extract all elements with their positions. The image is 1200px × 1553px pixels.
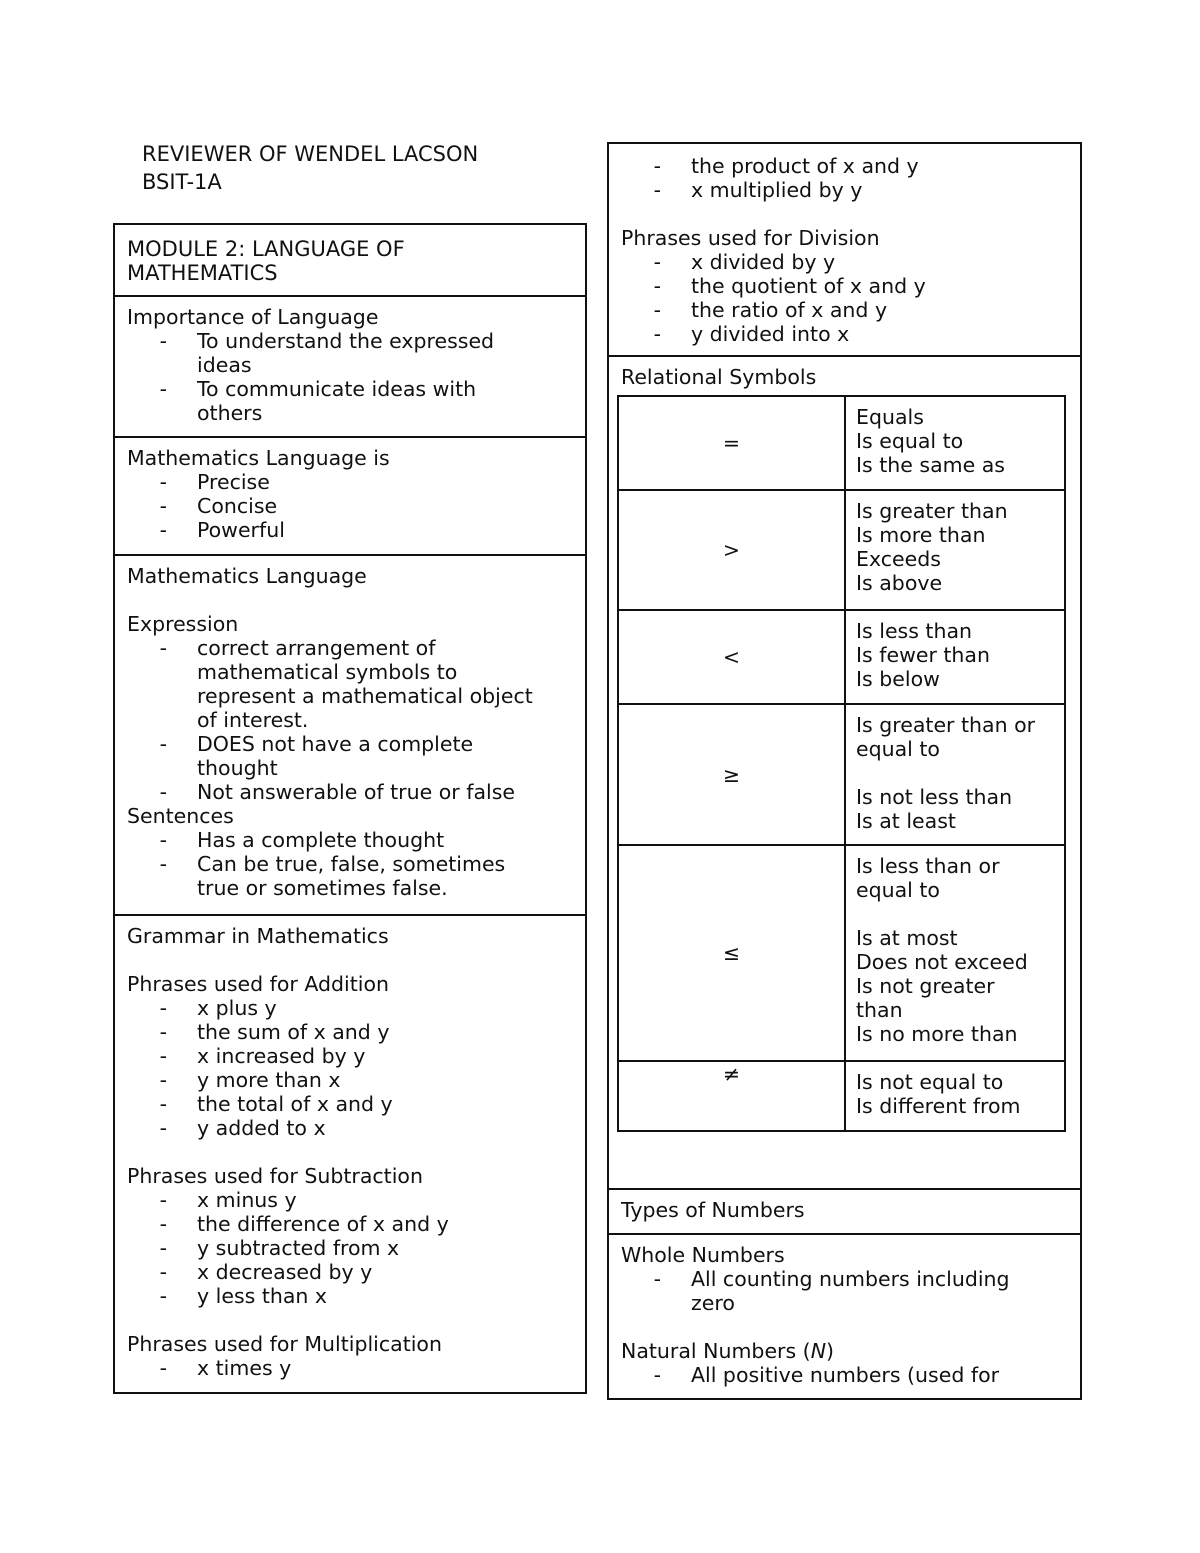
list-item-text xyxy=(197,518,573,542)
list-item-line: the ratio of x and y xyxy=(691,298,888,322)
list-item-line: of interest. xyxy=(197,708,309,732)
list-item-line: x multiplied by y xyxy=(691,178,863,202)
list-item xyxy=(127,636,573,732)
list-item-line: All positive numbers (used for xyxy=(691,1363,1000,1387)
list-item xyxy=(127,329,573,377)
list-item-line: DOES not have a complete xyxy=(197,732,474,756)
bullet-list xyxy=(127,329,573,425)
meaning-line: Is at least xyxy=(856,809,956,833)
list-item-line: correct arrangement of xyxy=(197,636,436,660)
list-item-text xyxy=(197,1236,573,1260)
bullet-dash: - xyxy=(159,828,167,852)
bullet-dash: - xyxy=(159,1212,167,1236)
subheading: Phrases used for Multiplication xyxy=(127,1332,442,1356)
meaning-line: Is at most xyxy=(856,926,958,950)
list-item xyxy=(621,250,1068,274)
list-item-line: ideas xyxy=(197,353,252,377)
list-item-text xyxy=(691,1267,1068,1315)
right-column-box xyxy=(607,142,1082,1400)
bullet-dash: - xyxy=(159,329,167,353)
table-row xyxy=(618,704,1065,845)
list-item-line: x increased by y xyxy=(197,1044,366,1068)
header-title: REVIEWER OF WENDEL LACSON xyxy=(142,142,479,166)
list-item-text xyxy=(691,1363,1068,1387)
table-row xyxy=(618,490,1065,610)
section-heading: Relational Symbols xyxy=(621,365,817,389)
list-item-line: x times y xyxy=(197,1356,292,1380)
bullet-dash: - xyxy=(653,154,661,178)
list-item-line: y divided into x xyxy=(691,322,850,346)
subheading: Whole Numbers xyxy=(621,1243,785,1267)
meaning-line: Is not equal to xyxy=(856,1070,1004,1094)
bullet-list xyxy=(621,1267,1068,1315)
meaning-line: Is above xyxy=(856,571,943,595)
list-item xyxy=(127,828,573,852)
meaning-line: Exceeds xyxy=(856,547,941,571)
list-item-line: the sum of x and y xyxy=(197,1020,390,1044)
bullet-dash: - xyxy=(159,1260,167,1284)
list-item-text xyxy=(197,1044,573,1068)
meaning-line: Is greater than xyxy=(856,499,1008,523)
list-item-text xyxy=(197,1212,573,1236)
list-item-line: x minus y xyxy=(197,1188,297,1212)
list-item-text xyxy=(691,274,1068,298)
number-types-section xyxy=(609,1235,1080,1398)
section-heading: Importance of Language xyxy=(127,305,379,329)
list-item-line: y more than x xyxy=(197,1068,341,1092)
subheading: Phrases used for Division xyxy=(621,226,880,250)
meaning-line xyxy=(856,902,1054,926)
header-class: BSIT-1A xyxy=(142,170,222,194)
list-item-text xyxy=(197,852,573,900)
subheading: Natural Numbers (N) xyxy=(621,1339,835,1363)
list-item xyxy=(621,274,1068,298)
meaning-line: Is less than or xyxy=(856,854,1000,878)
bullet-dash: - xyxy=(159,732,167,756)
bullet-dash: - xyxy=(159,1356,167,1380)
list-item xyxy=(621,1267,1068,1315)
table-row xyxy=(618,610,1065,704)
list-item-text xyxy=(691,298,1068,322)
list-item-line: To communicate ideas with xyxy=(197,377,477,401)
meaning-line: Is no more than xyxy=(856,1022,1018,1046)
relational-meaning xyxy=(845,1061,1065,1131)
list-item xyxy=(127,1092,573,1116)
list-item-text xyxy=(197,1188,573,1212)
list-item-line: represent a mathematical object xyxy=(197,684,533,708)
list-item-text xyxy=(197,1116,573,1140)
list-item-line: To understand the expressed xyxy=(197,329,495,353)
list-item xyxy=(127,494,573,518)
list-item-line: zero xyxy=(691,1291,735,1315)
list-item-text xyxy=(197,329,573,377)
math-language-section xyxy=(115,556,585,916)
list-item xyxy=(127,377,573,425)
list-item xyxy=(127,1068,573,1092)
list-item-line: true or sometimes false. xyxy=(197,876,448,900)
list-item-text xyxy=(197,1260,573,1284)
list-item-line: x plus y xyxy=(197,996,277,1020)
bullet-dash: - xyxy=(159,1236,167,1260)
bullet-list xyxy=(127,470,573,542)
table-row xyxy=(618,1061,1065,1131)
relational-symbols-table xyxy=(617,395,1066,1132)
bullet-dash: - xyxy=(159,996,167,1020)
section-heading: Types of Numbers xyxy=(621,1198,805,1222)
relational-symbols-section xyxy=(609,357,1080,1190)
meaning-line: Is different from xyxy=(856,1094,1021,1118)
list-item xyxy=(127,1044,573,1068)
bullet-dash: - xyxy=(159,494,167,518)
list-item xyxy=(127,1116,573,1140)
list-item-text xyxy=(691,250,1068,274)
subheading: Expression xyxy=(127,612,239,636)
list-item xyxy=(127,1284,573,1308)
meaning-line: Is not greater xyxy=(856,974,995,998)
subheading: Sentences xyxy=(127,804,234,828)
section-heading: Mathematics Language is xyxy=(127,446,390,470)
list-item xyxy=(621,154,1068,178)
subheading: Phrases used for Subtraction xyxy=(127,1164,423,1188)
meaning-line xyxy=(856,761,1054,785)
types-of-numbers-title-section xyxy=(609,1190,1080,1235)
meaning-line: Does not exceed xyxy=(856,950,1028,974)
section-heading: Grammar in Mathematics xyxy=(127,924,389,948)
list-item-text xyxy=(197,780,573,804)
bullet-dash: - xyxy=(653,250,661,274)
list-item xyxy=(127,1212,573,1236)
list-item xyxy=(127,732,573,780)
module-title-section xyxy=(115,225,585,297)
meaning-line: Is equal to xyxy=(856,429,964,453)
bullet-dash: - xyxy=(159,1020,167,1044)
list-item-text xyxy=(197,1068,573,1092)
bullet-dash: - xyxy=(653,274,661,298)
relational-meaning xyxy=(845,610,1065,704)
list-item-line: the total of x and y xyxy=(197,1092,393,1116)
bullet-dash: - xyxy=(159,377,167,401)
bullet-dash: - xyxy=(653,1267,661,1291)
list-item-text xyxy=(691,154,1068,178)
list-item-line: Powerful xyxy=(197,518,285,542)
module-title-line: MODULE 2: LANGUAGE OF xyxy=(127,237,405,261)
meaning-line: Equals xyxy=(856,405,924,429)
list-item-line: the difference of x and y xyxy=(197,1212,449,1236)
list-item-line: Has a complete thought xyxy=(197,828,445,852)
relational-symbol: < xyxy=(618,610,845,704)
bullet-dash: - xyxy=(159,1116,167,1140)
list-item xyxy=(127,518,573,542)
bullet-dash: - xyxy=(159,1044,167,1068)
bullet-list xyxy=(127,636,573,804)
grammar-section xyxy=(115,916,585,1392)
list-item-text xyxy=(197,377,573,425)
meaning-line: equal to xyxy=(856,878,940,902)
left-column-box xyxy=(113,223,587,1394)
bullet-list xyxy=(127,1356,573,1380)
relational-symbol: > xyxy=(618,490,845,610)
list-item xyxy=(127,470,573,494)
list-item-line: thought xyxy=(197,756,278,780)
bullet-dash: - xyxy=(159,1284,167,1308)
list-item-text xyxy=(197,828,573,852)
list-item xyxy=(127,1188,573,1212)
list-item-line: Precise xyxy=(197,470,270,494)
bullet-dash: - xyxy=(653,178,661,202)
list-item xyxy=(127,780,573,804)
list-item xyxy=(127,852,573,900)
list-item-text xyxy=(197,732,573,780)
multiplication-division-section xyxy=(609,144,1080,357)
relational-meaning xyxy=(845,704,1065,845)
meaning-line: Is fewer than xyxy=(856,643,990,667)
bullet-dash: - xyxy=(159,852,167,876)
bullet-list xyxy=(621,1363,1068,1387)
relational-symbol: ≤ xyxy=(618,845,845,1061)
list-item-line: Can be true, false, sometimes xyxy=(197,852,506,876)
subheading: Phrases used for Addition xyxy=(127,972,390,996)
table-row xyxy=(618,845,1065,1061)
math-language-is-section xyxy=(115,438,585,556)
list-item-line: y less than x xyxy=(197,1284,328,1308)
bullet-list xyxy=(127,996,573,1140)
list-item xyxy=(127,1236,573,1260)
section-heading: Mathematics Language xyxy=(127,564,367,588)
bullet-dash: - xyxy=(159,636,167,660)
document-header xyxy=(142,140,478,196)
bullet-dash: - xyxy=(159,780,167,804)
list-item xyxy=(621,322,1068,346)
module-title-line: MATHEMATICS xyxy=(127,261,278,285)
table-row xyxy=(618,396,1065,490)
list-item-line: the product of x and y xyxy=(691,154,919,178)
list-item-line: the quotient of x and y xyxy=(691,274,926,298)
list-item-text xyxy=(197,636,573,732)
list-item-line: mathematical symbols to xyxy=(197,660,458,684)
relational-symbol: ≥ xyxy=(618,704,845,845)
bullet-dash: - xyxy=(653,298,661,322)
meaning-line: Is the same as xyxy=(856,453,1005,477)
list-item xyxy=(127,1020,573,1044)
importance-section xyxy=(115,297,585,438)
list-item-line: Concise xyxy=(197,494,278,518)
list-item xyxy=(621,178,1068,202)
meaning-line: equal to xyxy=(856,737,940,761)
list-item-line: y subtracted from x xyxy=(197,1236,400,1260)
bullet-dash: - xyxy=(159,518,167,542)
relational-meaning xyxy=(845,396,1065,490)
list-item-text xyxy=(197,1092,573,1116)
bullet-dash: - xyxy=(159,1188,167,1212)
list-item-line: x decreased by y xyxy=(197,1260,373,1284)
relational-meaning xyxy=(845,490,1065,610)
bullet-list xyxy=(127,1188,573,1308)
list-item-text xyxy=(691,178,1068,202)
bullet-list xyxy=(621,154,1068,202)
meaning-line: Is not less than xyxy=(856,785,1013,809)
list-item-text xyxy=(197,1284,573,1308)
bullet-list xyxy=(127,828,573,900)
list-item xyxy=(127,1260,573,1284)
bullet-dash: - xyxy=(159,1092,167,1116)
list-item-text xyxy=(197,1356,573,1380)
list-item xyxy=(621,298,1068,322)
list-item-line: All counting numbers including xyxy=(691,1267,1010,1291)
list-item xyxy=(621,1363,1068,1387)
list-item-text xyxy=(197,470,573,494)
list-item-text xyxy=(197,996,573,1020)
bullet-dash: - xyxy=(159,1068,167,1092)
list-item xyxy=(127,996,573,1020)
bullet-dash: - xyxy=(159,470,167,494)
bullet-list xyxy=(621,250,1068,346)
meaning-line: Is more than xyxy=(856,523,986,547)
list-item-line: x divided by y xyxy=(691,250,836,274)
list-item-line: others xyxy=(197,401,263,425)
list-item xyxy=(127,1356,573,1380)
list-item-text xyxy=(197,494,573,518)
bullet-dash: - xyxy=(653,322,661,346)
list-item-text xyxy=(197,1020,573,1044)
list-item-line: Not answerable of true or false xyxy=(197,780,515,804)
list-item-text xyxy=(691,322,1068,346)
relational-symbol: = xyxy=(618,396,845,490)
list-item-line: y added to x xyxy=(197,1116,326,1140)
bullet-dash: - xyxy=(653,1363,661,1387)
meaning-line: than xyxy=(856,998,903,1022)
meaning-line: Is less than xyxy=(856,619,973,643)
relational-meaning xyxy=(845,845,1065,1061)
meaning-line: Is greater than or xyxy=(856,713,1036,737)
meaning-line: Is below xyxy=(856,667,940,691)
relational-symbol: ≠ xyxy=(618,1061,845,1131)
